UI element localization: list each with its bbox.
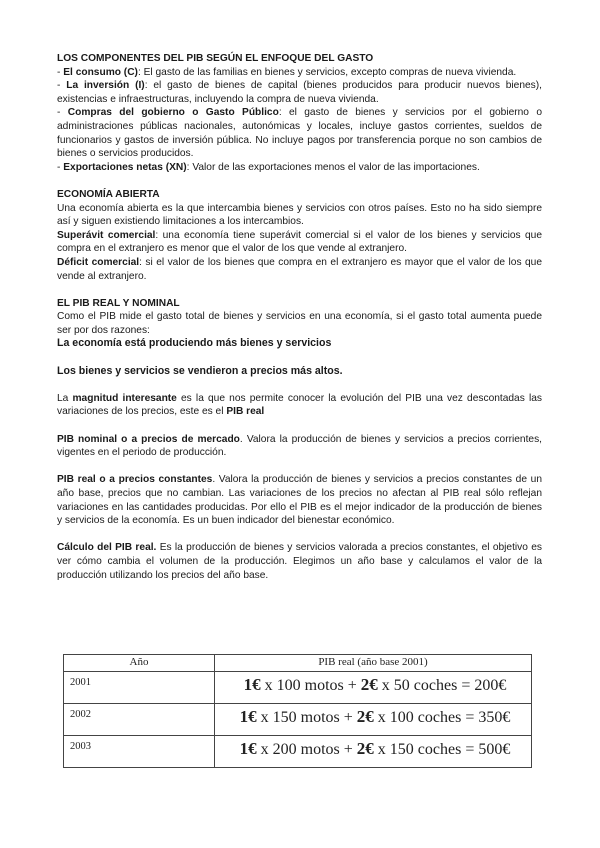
paragraph-economia-abierta: Una economía abierta es la que intercambia bienes y servicios con otros países. Esto no ha sido siempre así y siguen existiendo limitaciones a los intercambios.	[57, 202, 542, 228]
table-cell-formula: 1€ x 100 motos + 2€ x 50 coches = 200€	[215, 672, 532, 704]
table-row	[64, 672, 532, 704]
table-cell-year: 2003	[64, 736, 215, 768]
table-cell-year: 2002	[64, 704, 215, 736]
list-item-gasto-publico: - Compras del gobierno o Gasto Público: el gasto de bienes y servicios por el gobierno o administraciones públicas nacionales, autonómicas y locales, incluye gastos corrientes, sueldos de funcionarios y gastos de inversión pública. No incluye pagos por transferencia porque no son cambios de bienes o servicios producidos.	[57, 107, 542, 160]
reason-two: Los bienes y servicios se vendieron a precios más altos.	[57, 364, 343, 377]
section-title-components: LOS COMPONENTES DEL PIB SEGÚN EL ENFOQUE DEL GASTO	[57, 53, 374, 64]
list-item-exportaciones: - Exportaciones netas (XN): Valor de las exportaciones menos el valor de las importaciones.	[57, 161, 480, 173]
paragraph-pib-intro: Como el PIB mide el gasto total de bienes y servicios en una economía, si el gasto total aumenta puede ser por dos razones:	[57, 311, 542, 336]
table-row	[64, 704, 532, 736]
table-row	[64, 736, 532, 768]
section-title-economia-abierta: ECONOMÍA ABIERTA	[57, 188, 160, 200]
paragraph-pib-nominal: PIB nominal o a precios de mercado. Valora la producción de bienes y servicios a precios corrientes, vigentes en el periodo de producción.	[57, 433, 542, 459]
pib-real-table	[63, 654, 532, 768]
column-header-year: Año	[64, 655, 215, 672]
paragraph-superavit: Superávit comercial: una economía tiene superávit comercial si el valor de los bienes y servicios que compra en el extranjero es menor que el valor de los que vende al extranjero.	[57, 229, 543, 255]
reason-one: La economía está produciendo más bienes y servicios	[57, 337, 332, 350]
column-header-pib: PIB real (año base 2001)	[215, 655, 532, 672]
paragraph-deficit: Déficit comercial: si el valor de los bienes que compra en el extranjero es mayor que el valor de los que vende al extranjero.	[57, 256, 542, 282]
paragraph-pib-real: PIB real o a precios constantes. Valora la producción de bienes y servicios a precios constantes de un año base, precios que no cambian. Las variaciones de los precios no afectan al PIB real sólo reflejan variaciones en las cantidades producidas. Por ello el PIB es el mejor indicador de la producción de bienes y servicios de la economía. Es un buen indicador del bienestar económico.	[57, 474, 542, 527]
table-header-row	[64, 655, 532, 672]
list-item-consumo: - El consumo (C): El gasto de las familias en bienes y servicios, excepto compras de nueva vivienda.	[57, 66, 517, 78]
table-cell-formula: 1€ x 150 motos + 2€ x 100 coches = 350€	[215, 704, 532, 736]
paragraph-calculo: Cálculo del PIB real. Es la producción de bienes y servicios valorada a precios constantes, el objetivo es ver cómo cambia el volumen de la producción. Elegimos un año base y calculamos el valor de la producción utilizando los precios del año base.	[57, 542, 543, 581]
list-item-inversion: - La inversión (I): el gasto de bienes de capital (bienes producidos para producir nuevos bienes), existencias e infraestructuras, incluyendo la compra de nueva vivienda.	[57, 80, 542, 105]
table-cell-formula: 1€ x 200 motos + 2€ x 150 coches = 500€	[215, 736, 532, 768]
table-cell-year: 2001	[64, 672, 215, 704]
section-title-pib-real-nominal: EL PIB REAL Y NOMINAL	[57, 297, 180, 309]
paragraph-magnitud: La magnitud interesante es la que nos permite conocer la evolución del PIB una vez descontadas las variaciones de los precios, este es el PIB real	[57, 392, 542, 418]
document-body	[57, 52, 542, 582]
